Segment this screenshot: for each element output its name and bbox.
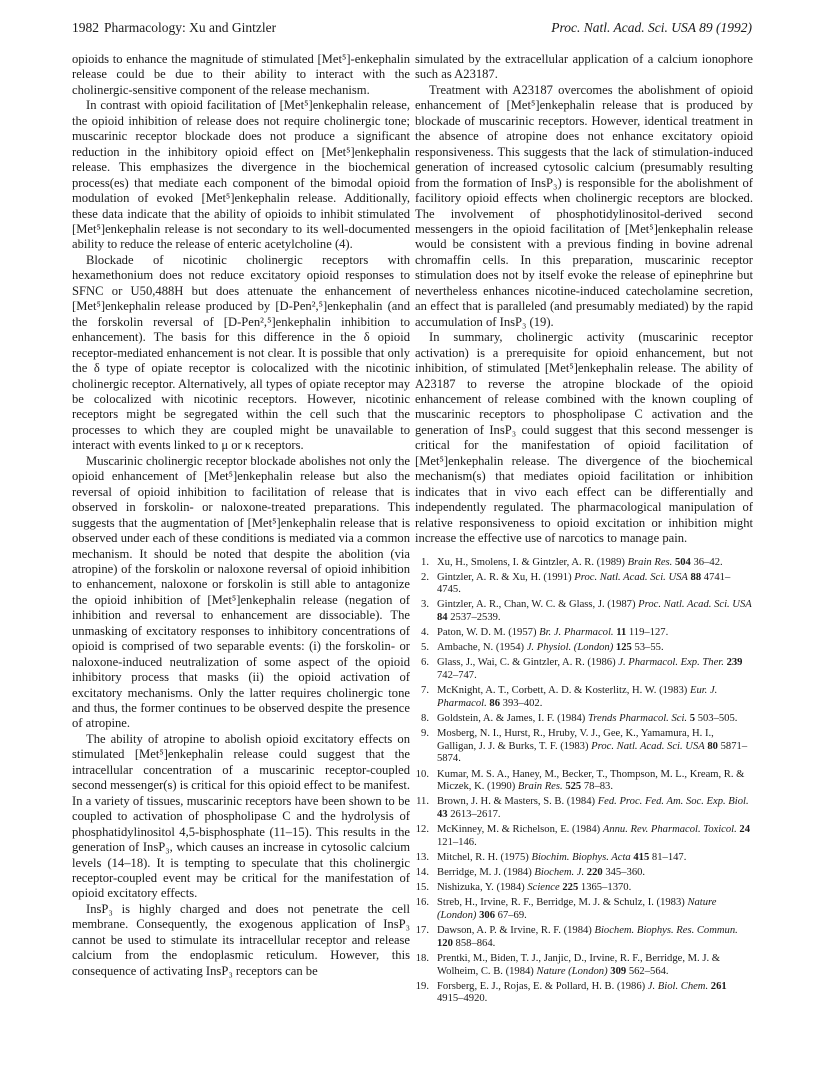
reference-item: [415, 728, 753, 766]
reference-number: 6.: [421, 657, 429, 669]
reference-number: 18.: [415, 952, 429, 964]
reference-number: 9.: [421, 728, 429, 740]
reference-pages: 119–127.: [628, 627, 669, 639]
reference-pages: 858–864.: [455, 937, 496, 949]
reference-authors: Gintzler, A. R., Chan, W. C. & Glass, J. (1987): [437, 599, 636, 611]
reference-volume: 225: [562, 882, 579, 894]
reference-item: [415, 897, 753, 922]
reference-journal: Science: [527, 882, 560, 894]
reference-number: 4.: [421, 627, 429, 639]
reference-item: [415, 824, 753, 849]
reference-volume: 120: [437, 937, 453, 949]
reference-authors: Prentki, M., Biden, T. J., Janjic, D., Irvine, R. F., Berridge, M. J. & Wolheim, C. B. (1984): [437, 952, 721, 977]
reference-journal: Trends Pharmacol. Sci.: [588, 712, 688, 724]
reference-authors: Gintzler, A. R. & Xu, H. (1991): [437, 571, 572, 583]
reference-pages: 78–83.: [583, 781, 613, 793]
reference-number: 19.: [415, 980, 429, 992]
reference-pages: 2537–2539.: [450, 612, 501, 624]
reference-journal: Eur. J. Pharmacol.: [437, 685, 718, 709]
reference-volume: 80: [707, 740, 718, 752]
reference-journal: Brain Res.: [627, 556, 673, 568]
reference-item: [415, 599, 753, 624]
reference-item: [415, 925, 753, 950]
reference-authors: Kumar, M. S. A., Haney, M., Becker, T., Thompson, M. L., Kream, R. & Miczek, K. (1990): [437, 768, 745, 793]
reference-item: [415, 981, 753, 1006]
reference-authors: Glass, J., Wai, C. & Gintzler, A. R. (1986): [437, 657, 616, 669]
reference-authors: McKinney, M. & Richelson, E. (1984): [437, 824, 601, 836]
reference-pages: 5871–5874.: [437, 740, 748, 765]
reference-journal: Nature (London): [437, 897, 717, 921]
reference-authors: Ambache, N. (1954): [437, 642, 525, 654]
reference-authors: Goldstein, A. & James, I. F. (1984): [437, 712, 586, 724]
reference-journal: Proc. Natl. Acad. Sci. USA: [591, 740, 705, 752]
reference-authors: Berridge, M. J. (1984): [437, 867, 532, 879]
page-number: 1982: [72, 20, 99, 35]
reference-authors: Forsberg, E. J., Rojas, E. & Pollard, H. B. (1986): [437, 980, 646, 992]
reference-pages: 1365–1370.: [580, 882, 632, 894]
reference-item: [415, 882, 753, 895]
reference-number: 2.: [421, 571, 429, 583]
reference-pages: 393–402.: [502, 697, 543, 709]
paragraph: The ability of atropine to abolish opioid excitatory effects on stimulated [Met⁵]enkephalin release could suggest that the intracellular concentration of a muscarinic receptor-coupled second messenger(s) is critical for this opioid effect to be manifest. In a variety of tissues, muscarinic receptors have been shown to be coupled to activation of phospholipase C and the hydrolysis of phosphatidylinositol 4,5-bisphosphate (11–15). This results in the generation of InsP₃, which causes an increase in cytosolic calcium levels (14–18). It is tempting to speculate that this cholinergic receptor-coupled event may be critical for the manifestation of opioid excitatory effects.: [72, 731, 410, 901]
reference-item: [415, 657, 753, 682]
reference-item: [415, 713, 753, 726]
reference-pages: 81–147.: [651, 851, 687, 863]
reference-pages: 345–360.: [605, 867, 646, 879]
reference-volume: 261: [710, 980, 727, 992]
reference-volume: 220: [586, 867, 603, 879]
reference-item: [415, 627, 753, 640]
journal-citation: Proc. Natl. Acad. Sci. USA 89 (1992): [551, 20, 752, 35]
paragraph: Blockade of nicotinic cholinergic receptors with hexamethonium does not reduce excitatory opioid responses to SFNC or U50,488H but does attenuate the enhancement of [Met⁵]enkephalin release produced by [D-Pen²,⁵]enkephalin (and the forskolin reversal of [D-Pen²,⁵]enkephalin inhibition to enhancement). The basis for this difference in the δ opioid receptor-mediated enhancement is not clear. It is possible that only the δ type of opiate receptor is colocalized with the nicotinic cholinergic receptor. Alternatively, all types of opiate receptor may be colocalized with nicotinic receptors. However, nicotinic receptors might be segregated within the cell such that the processes to which they are coupled might be unavailable to interact with events linked to μ or κ receptors.: [72, 252, 410, 453]
reference-journal: J. Pharmacol. Exp. Ther.: [618, 657, 724, 669]
reference-pages: 4915–4920.: [437, 993, 488, 1005]
reference-journal: Brain Res.: [517, 781, 563, 793]
reference-volume: 11: [616, 627, 627, 639]
reference-volume: 239: [726, 657, 743, 669]
reference-journal: Proc. Natl. Acad. Sci. USA: [574, 571, 688, 583]
reference-journal: Br. J. Pharmacol.: [539, 627, 614, 639]
reference-volume: 525: [565, 781, 582, 793]
reference-item: [415, 557, 753, 570]
reference-volume: 415: [633, 851, 650, 863]
reference-item: [415, 685, 753, 710]
paragraph: In contrast with opioid facilitation of [Met⁵]enkephalin release, the opioid inhibition of release does not require cholinergic tone; muscarinic receptor blockade does not produce a significant reduction in the inhibitory opioid effect on [Met⁵]enkephalin release. This emphasizes the divergence in the biochemical process(es) that mediate each component of the bimodal opioid modulation of evoked [Met⁵]enkephalin release. Additionally, these data indicate that the ability of opioids to inhibit stimulated [Met⁵]enkephalin release is not secondary to its well-documented ability to reduce the release of enteric acetylcholine (4).: [72, 98, 410, 252]
reference-volume: 309: [610, 965, 627, 977]
paragraph: In summary, cholinergic activity (muscarinic receptor activation) is a prerequisite for opioid enhancement, but not inhibition, of stimulated [Met⁵]enkephalin release. The ability of A23187 to reverse the atropine blockade of the opioid enhancement of release combined with the known coupling of muscarinic receptors to phospholipase C activation and the generation of InsP₃ could suggest that this second messenger is critical for the manifestation of opioid facilitation of [Met⁵]enkephalin release. The divergence of the biochemical mechanism(s) that mediates opioid facilitation or inhibition indicates that in vivo each effect can be differentially and independently regulated. The pharmacological manipulation of relative responsiveness to opioid excitation or inhibition might increase the effective use of narcotics to manage pain.: [415, 330, 753, 546]
reference-volume: 5: [689, 712, 696, 724]
reference-number: 12.: [415, 824, 429, 836]
reference-number: 10.: [415, 768, 429, 780]
reference-volume: 84: [437, 612, 448, 624]
reference-journal: Biochem. J.: [534, 867, 585, 879]
reference-number: 16.: [415, 897, 429, 909]
reference-item: [415, 852, 753, 865]
reference-number: 13.: [415, 851, 429, 863]
reference-volume: 504: [674, 556, 691, 568]
reference-journal: Proc. Natl. Acad. Sci. USA: [638, 599, 752, 611]
reference-authors: Xu, H., Smolens, I. & Gintzler, A. R. (1989): [437, 556, 625, 568]
reference-item: [415, 953, 753, 978]
reference-authors: Mosberg, N. I., Hurst, R., Hruby, V. J., Gee, K., Yamamura, H. I., Galligan, J. J. & Burks, T. F. (1983): [437, 728, 714, 752]
reference-authors: Dawson, A. P. & Irvine, R. F. (1984): [437, 925, 592, 937]
paragraph: InsP₃ is highly charged and does not penetrate the cell membrane. Consequently, the exogenous application of InsP₃ cannot be used to stimulate its intracellular receptor and release calcium from the endoplasmic reticulum. However, this consequence of activating InsP₃ receptors can be: [72, 901, 410, 978]
reference-pages: 562–564.: [628, 965, 669, 977]
reference-number: 1.: [421, 556, 429, 568]
paragraph: simulated by the extracellular application of a calcium ionophore such as A23187.: [415, 52, 753, 82]
reference-number: 15.: [415, 882, 429, 894]
reference-list: [415, 557, 753, 1007]
reference-pages: 503–505.: [697, 712, 738, 724]
reference-item: [415, 769, 753, 794]
reference-authors: McKnight, A. T., Corbett, A. D. & Kosterlitz, H. W. (1983): [437, 685, 688, 697]
reference-number: 8.: [421, 712, 429, 724]
reference-number: 14.: [415, 867, 429, 879]
reference-pages: 2613–2617.: [450, 809, 501, 821]
reference-journal: Biochim. Biophys. Acta: [531, 851, 631, 863]
reference-pages: 53–55.: [634, 642, 664, 654]
reference-item: [415, 642, 753, 655]
reference-number: 11.: [416, 796, 429, 808]
reference-journal: J. Physiol. (London): [526, 642, 614, 654]
reference-journal: Annu. Rev. Pharmacol. Toxicol.: [602, 824, 737, 836]
reference-item: [415, 796, 753, 821]
reference-authors: Nishizuka, Y. (1984): [437, 882, 525, 894]
reference-volume: 86: [489, 697, 500, 709]
reference-pages: 67–69.: [497, 909, 527, 921]
reference-pages: 742–747.: [437, 670, 477, 682]
paragraph: opioids to enhance the magnitude of stimulated [Met⁵]-enkephalin release could be due to their ability to interact with the cholinergic-sensitive component of the release mechanism.: [72, 52, 410, 97]
reference-number: 3.: [421, 599, 429, 611]
reference-authors: Streb, H., Irvine, R. F., Berridge, M. J. & Schulz, I. (1983): [437, 897, 685, 909]
running-header: [72, 20, 752, 40]
reference-pages: 36–42.: [693, 556, 723, 568]
reference-volume: 306: [479, 909, 495, 921]
reference-volume: 24: [739, 824, 750, 836]
reference-authors: Paton, W. D. M. (1957): [437, 627, 537, 639]
reference-volume: 88: [690, 571, 702, 583]
reference-pages: 4741–4745.: [437, 571, 731, 596]
reference-journal: Fed. Proc. Fed. Am. Soc. Exp. Biol.: [597, 796, 749, 808]
reference-number: 7.: [421, 685, 429, 697]
reference-journal: J. Biol. Chem.: [647, 980, 709, 992]
reference-number: 17.: [415, 925, 429, 937]
paragraph: Muscarinic cholinergic receptor blockade abolishes not only the opioid enhancement of [Met⁵]enkephalin release but also the reversal of opioid inhibition to facilitation of release that is observed in forskolin- or naloxone-treated preparations. This suggests that the augmentation of [Met⁵]enkephalin release that is observed under each of these conditions is mediated via a common mechanism. It should be noted that despite the abolition (via atropine) of the forskolin or naloxone reversal of opioid inhibition to enhancement, naloxone or forskolin is still able to antagonize the opioid inhibition of [Met⁵]enkephalin release (negation of inhibition and reversal to enhancement are dissociable). The unmasking of excitatory responses to inhibitory concentrations of opioid is comprised of two separable events: (i) the forskolin- or naloxone-induced neutralization of some aspect of the opioid inhibitory process that masks (ii) the opioid activation of excitatory mechanisms. Only the latter requires cholinergic tone and thus, the former continues to be observed despite the presence of atropine.: [72, 453, 410, 731]
paragraph: Treatment with A23187 overcomes the abolishment of opioid enhancement of [Met⁵]enkephalin release that is produced by blockade of muscarinic receptors. However, identical treatment in the absence of atropine does not enhance excitatory opioid responsiveness. This suggests that the lack of stimulation-induced generation of increased cytosolic calcium (presumably resulting from the formation of InsP₃) is responsible for the abolishment of facilitory opioid effects when cholinergic receptors are blocked. The involvement of phosphotidylinositol-derived second messengers in the opioid facilitation of [Met⁵]enkephalin release would be consistent with a previous finding in bovine adrenal chromaffin cells. In this preparation, muscarinic receptor stimulation does not by itself evoke the release of epinephrine but nevertheless enhances nicotine-induced catecholamine secretion, an effect that is paralleled (and presumably mediated) by the rapid accumulation of InsP₃ (19).: [415, 82, 753, 329]
running-title: Pharmacology: Xu and Gintzler: [104, 20, 277, 35]
reference-volume: 125: [615, 642, 632, 654]
reference-journal: Nature (London): [536, 965, 608, 977]
reference-number: 5.: [421, 642, 429, 654]
left-column: [72, 52, 410, 979]
reference-item: [415, 572, 753, 597]
reference-authors: Mitchel, R. H. (1975): [437, 851, 529, 863]
right-column: [415, 52, 753, 1008]
reference-item: [415, 867, 753, 880]
reference-pages: 121–146.: [437, 836, 477, 848]
reference-volume: 43: [437, 809, 448, 821]
reference-journal: Biochem. Biophys. Res. Commun.: [594, 925, 738, 937]
reference-authors: Brown, J. H. & Masters, S. B. (1984): [437, 796, 596, 808]
